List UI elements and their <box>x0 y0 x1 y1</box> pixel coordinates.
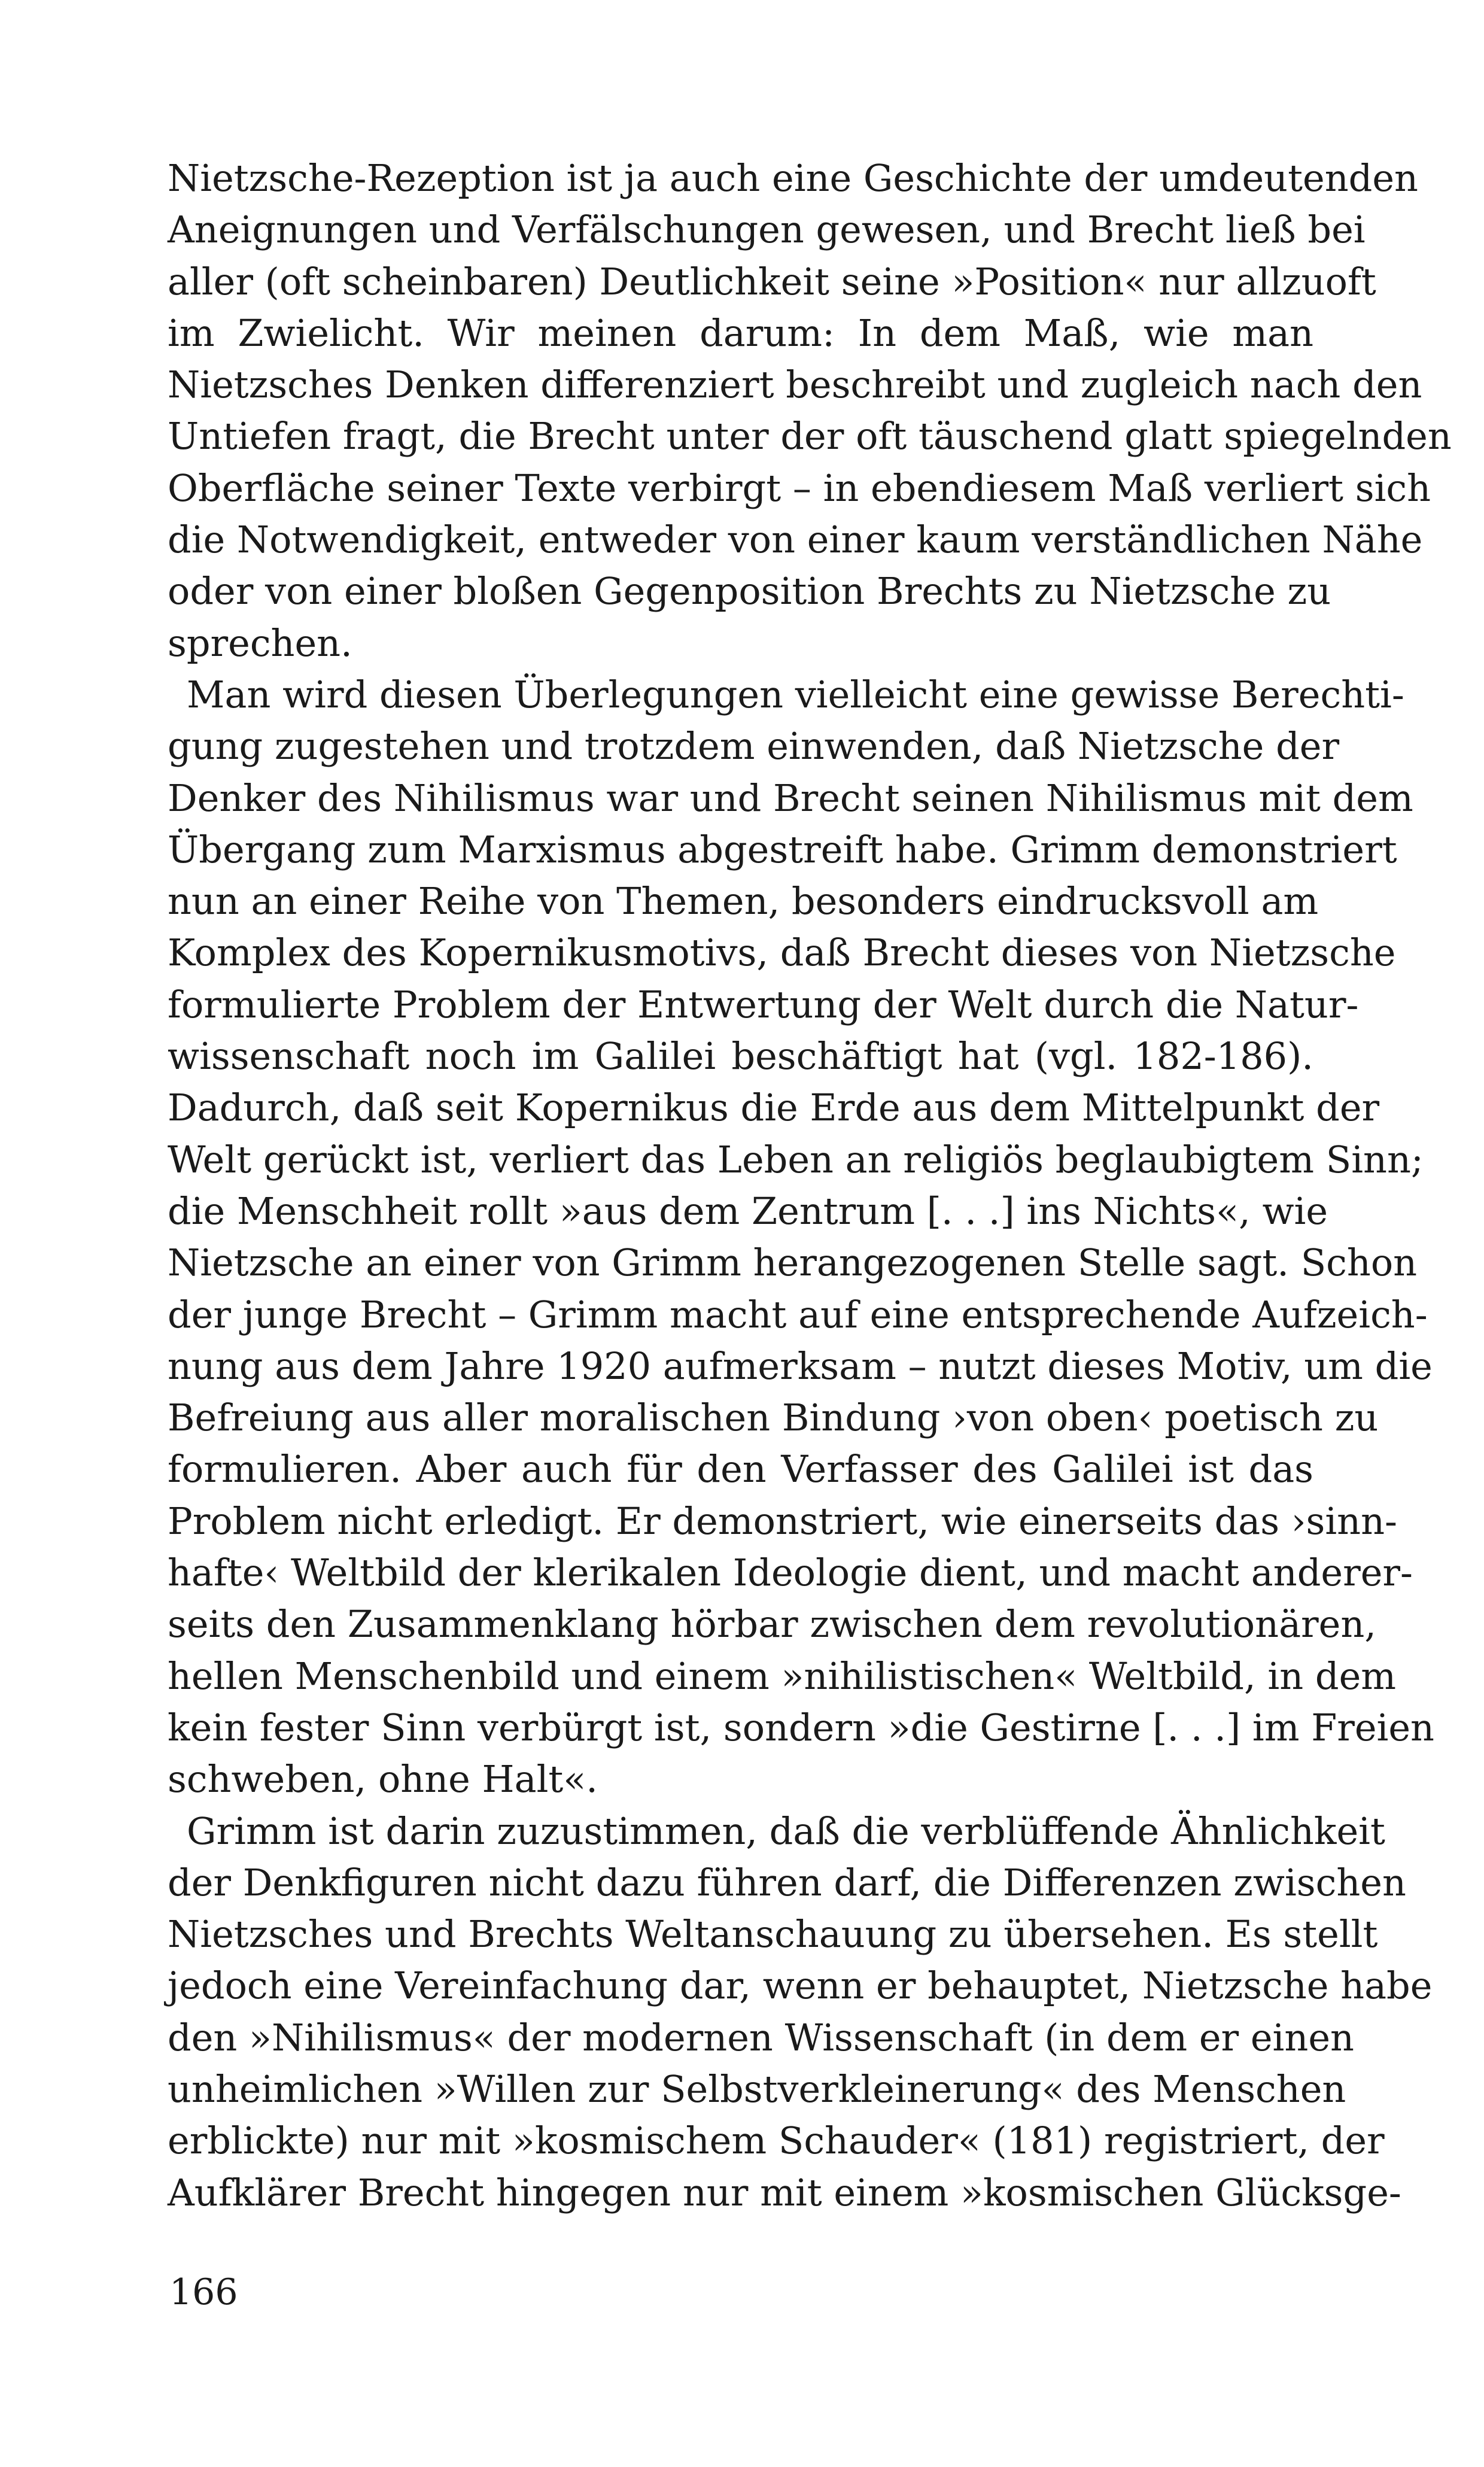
text-line: aller (oft scheinbaren) Deutlichkeit seine »Position« nur allzuoft <box>168 259 1376 303</box>
text-line: Denker des Nihilismus war und Brecht seinen Nihilismus mit dem <box>168 776 1413 820</box>
text-line: erblickte) nur mit »kosmischem Schauder« (181) registriert, der <box>168 2119 1385 2163</box>
text-line: Befreiung aus aller moralischen Bindung ›von oben‹ poetisch zu <box>168 1396 1379 1440</box>
text-line: die Notwendigkeit, entweder von einer kaum verständlichen Nähe <box>168 518 1423 562</box>
text-line: unheimlichen »Willen zur Selbstverkleinerung« des Menschen <box>168 2067 1346 2111</box>
text-line: Welt gerückt ist, verliert das Leben an religiös beglaubigtem Sinn; <box>168 1137 1424 1181</box>
text-line: seits den Zusammenklang hörbar zwischen dem revolutionären, <box>168 1602 1376 1646</box>
text-line: Nietzsches und Brechts Weltanschauung zu übersehen. Es stellt <box>168 1912 1378 1956</box>
text-line: schweben, ohne Halt«. <box>168 1757 598 1801</box>
text-line: jedoch eine Vereinfachung dar, wenn er behauptet, Nietzsche habe <box>168 1964 1433 2008</box>
text-line: der Denkfiguren nicht dazu führen darf, die Differenzen zwischen <box>168 1860 1406 1904</box>
text-line: Nietzsche an einer von Grimm herangezogenen Stelle sagt. Schon <box>168 1241 1418 1285</box>
text-line: Übergang zum Marxismus abgestreift habe. Grimm demonstriert <box>168 827 1397 871</box>
text-line: formulieren. Aber auch für den Verfasser des Galilei ist das <box>168 1447 1313 1491</box>
paragraph <box>168 1806 1433 2219</box>
text-line: Aufklärer Brecht hingegen nur mit einem »kosmischen Glücksge- <box>168 2170 1401 2214</box>
text-line: Nietzsche-Rezeption ist ja auch eine Geschichte der umdeutenden <box>168 156 1418 200</box>
text-line: nung aus dem Jahre 1920 aufmerksam – nutzt dieses Motiv, um die <box>168 1344 1433 1388</box>
text-line: im Zwielicht. Wir meinen darum: In dem Maß, wie man <box>168 311 1313 355</box>
text-line: hafte‹ Weltbild der klerikalen Ideologie dient, und macht anderer- <box>168 1551 1413 1595</box>
text-line: wissenschaft noch im Galilei beschäftigt hat (vgl. 182-186). <box>168 1034 1313 1078</box>
text-line: den »Nihilismus« der modernen Wissenschaft (in dem er einen <box>168 2015 1354 2059</box>
text-line: Untiefen fragt, die Brecht unter der oft täuschend glatt spiegelnden <box>168 414 1452 458</box>
text-line: Nietzsches Denken differenziert beschreibt und zugleich nach den <box>168 363 1422 407</box>
page-number: 166 <box>169 2271 238 2313</box>
paragraph <box>168 669 1434 1806</box>
body-text <box>168 153 1452 2219</box>
text-line: nun an einer Reihe von Themen, besonders eindrucksvoll am <box>168 879 1319 923</box>
text-line: gung zugestehen und trotzdem einwenden, daß Nietzsche der <box>168 724 1340 768</box>
text-line: Dadurch, daß seit Kopernikus die Erde aus dem Mittelpunkt der <box>168 1086 1380 1130</box>
text-line: Komplex des Kopernikusmotivs, daß Brecht dieses von Nietzsche <box>168 931 1396 975</box>
text-line: sprechen. <box>168 621 352 665</box>
text-line: Man wird diesen Überlegungen vielleicht eine gewisse Berechti- <box>187 672 1404 716</box>
text-line: der junge Brecht – Grimm macht auf eine entsprechende Aufzeich- <box>168 1292 1428 1336</box>
paragraph <box>168 153 1452 669</box>
text-line: die Menschheit rollt »aus dem Zentrum [. . .] ins Nichts«, wie <box>168 1189 1328 1233</box>
text-line: Problem nicht erledigt. Er demonstriert, wie einerseits das ›sinn- <box>168 1499 1397 1543</box>
text-line: formulierte Problem der Entwertung der Welt durch die Natur- <box>168 982 1359 1026</box>
text-line: Oberfläche seiner Texte verbirgt – in ebendiesem Maß verliert sich <box>168 466 1431 510</box>
text-line: Aneignungen und Verfälschungen gewesen, und Brecht ließ bei <box>168 208 1366 252</box>
text-line: hellen Menschenbild und einem »nihilistischen« Weltbild, in dem <box>168 1654 1397 1698</box>
text-line: kein fester Sinn verbürgt ist, sondern »die Gestirne [. . .] im Freien <box>168 1705 1434 1749</box>
text-line: oder von einer bloßen Gegenposition Brechts zu Nietzsche zu <box>168 569 1331 613</box>
text-line: Grimm ist darin zuzustimmen, daß die verblüffende Ähnlichkeit <box>187 1809 1385 1853</box>
